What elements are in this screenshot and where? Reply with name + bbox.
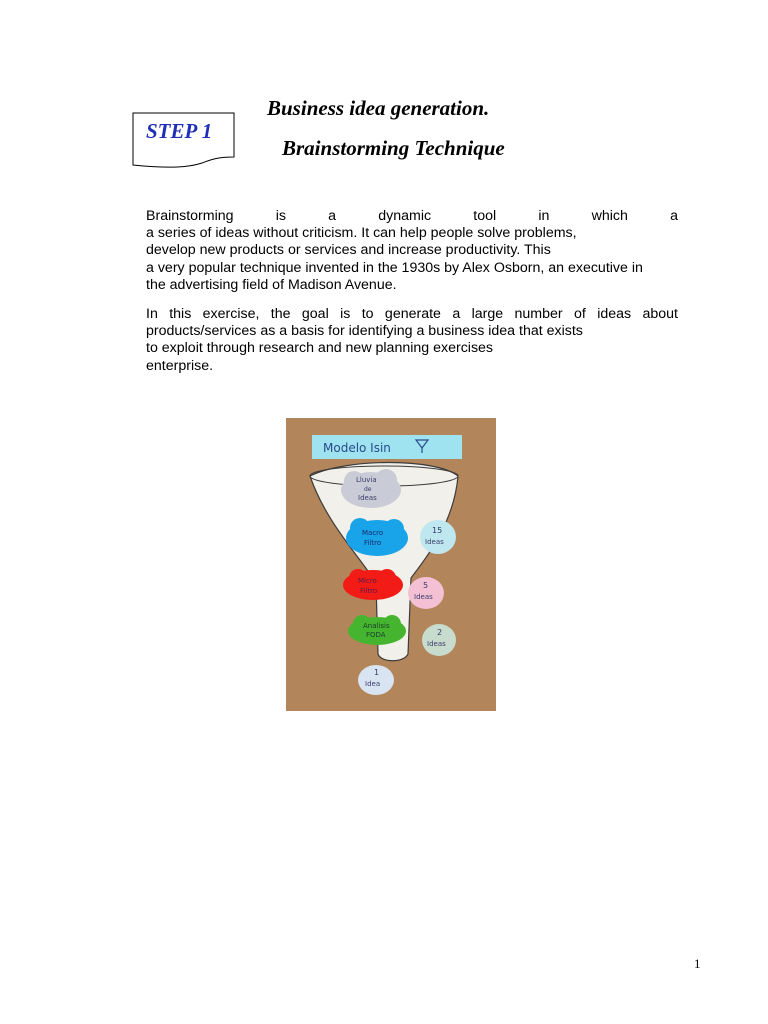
page-number: 1 (694, 956, 701, 971)
circle-label: 15 (432, 526, 443, 535)
circle-label: 5 (423, 581, 429, 590)
paragraph-line: enterprise. (146, 357, 214, 374)
paragraph-line: products/services as a basis for identifying a business idea that exists (146, 323, 583, 340)
cloud-label: Analisis (363, 622, 390, 630)
cloud-label: de (364, 486, 372, 493)
cloud-label: Filtro (364, 539, 382, 547)
cloud-lluvia (341, 469, 401, 508)
paragraph-line: In this exercise, the goal is to generate a large number of ideas about (146, 306, 678, 322)
cloud-label: Micro (358, 577, 377, 585)
cloud-macro-filtro (346, 518, 408, 556)
circle-5-ideas (408, 577, 444, 609)
circle-15-ideas (420, 520, 456, 554)
cloud-analisis-foda (348, 615, 406, 645)
cloud-label: Macro (362, 529, 384, 537)
paragraph-line: a series of ideas without criticism. It can help people solve problems, (146, 225, 577, 242)
cloud-micro-filtro (343, 569, 403, 600)
paragraph-line: develop new products or services and increase productivity. This (146, 242, 551, 259)
paragraph-line: a very popular technique invented in the 1930s by Alex Osborn, an executive in (146, 259, 643, 276)
paragraph-1 (146, 208, 678, 294)
circle-2-ideas (422, 624, 456, 656)
circle-label: 2 (437, 628, 443, 637)
circle-1-idea (358, 665, 394, 695)
funnel-poster-photo (286, 418, 496, 711)
circle-label: Ideas (414, 593, 433, 601)
title-line-1: Business idea generation. (267, 96, 490, 120)
paragraph-line: the advertising field of Madison Avenue. (146, 276, 397, 293)
paragraph-line: Brainstorming is a dynamic tool in which a (146, 208, 678, 224)
step-label: STEP 1 (146, 119, 213, 143)
paragraph-line: to exploit through research and new planning exercises (146, 340, 494, 357)
cloud-label: Filtro (360, 587, 378, 595)
cloud-label: Ideas (358, 494, 377, 502)
cloud-label: FODA (366, 631, 386, 639)
title-line-2: Brainstorming Technique (282, 136, 505, 160)
circle-label: Ideas (425, 538, 444, 546)
circle-label: Ideas (427, 640, 446, 648)
banner-text: Modelo Isin (323, 441, 391, 455)
paragraph-2 (146, 306, 678, 375)
cloud-label: Lluvia (356, 476, 377, 484)
step-box (132, 112, 235, 170)
circle-label: Idea (365, 680, 381, 688)
funnel-poster-illustration (286, 418, 496, 711)
circle-label: 1 (374, 668, 380, 677)
